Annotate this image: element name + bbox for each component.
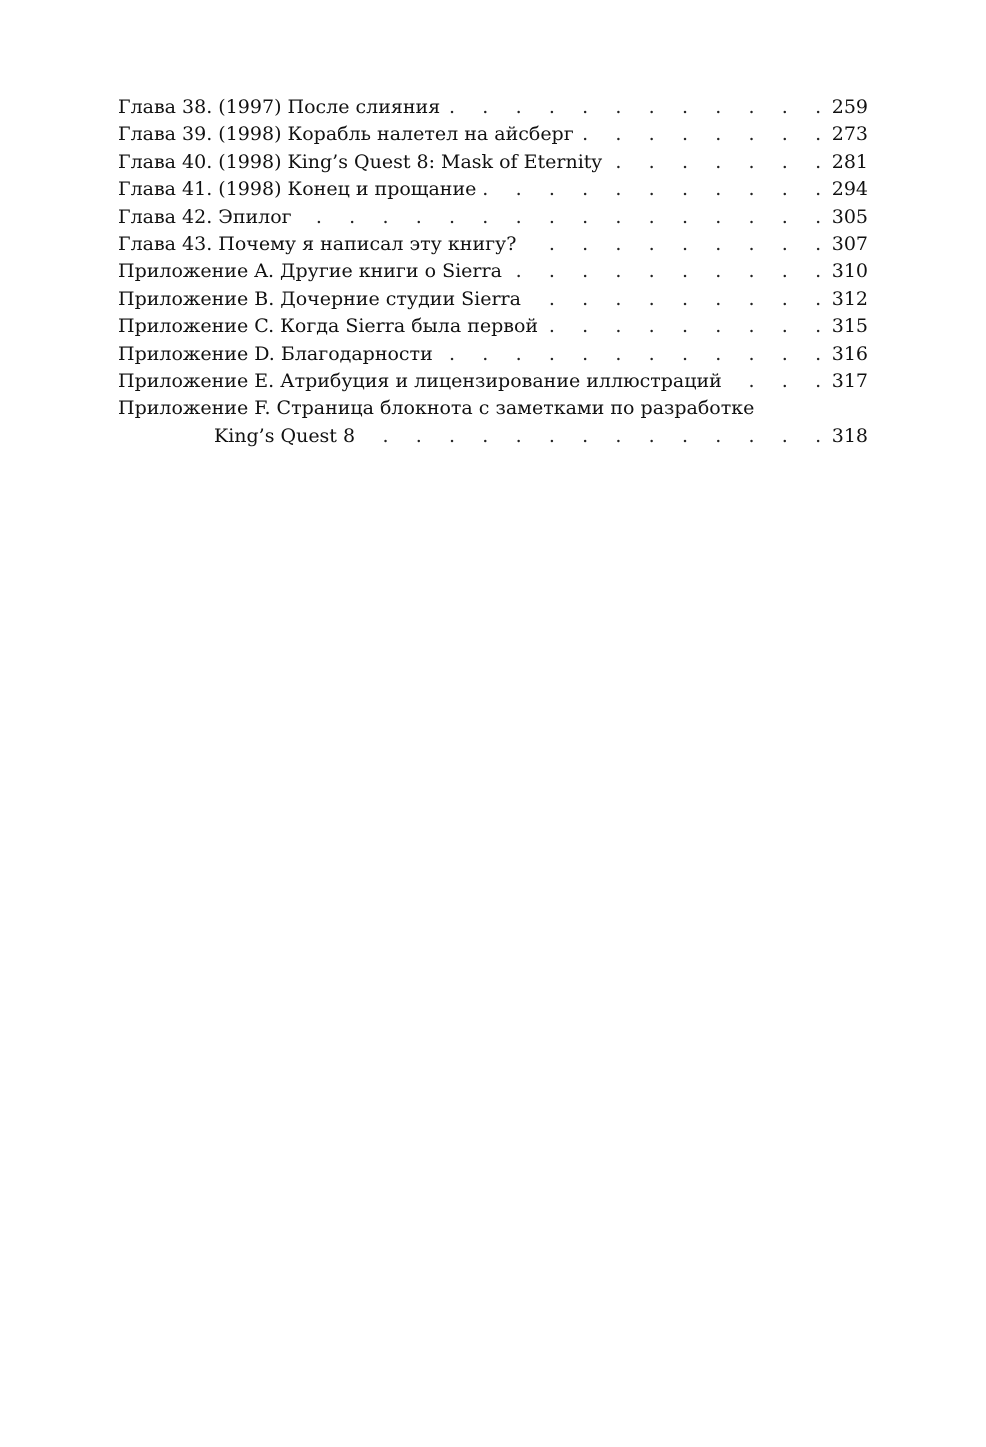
toc-dot-leader	[441, 341, 832, 368]
toc-entry	[118, 313, 868, 340]
toc-entry-title: Приложение C. Когда Sierra была первой	[118, 315, 539, 338]
toc-entry-title: Глава 38. (1997) После слияния	[118, 96, 441, 118]
toc-entry-title: Глава 39. (1998) Корабль налетел на айсберг	[118, 123, 574, 146]
toc-dot-leader	[300, 204, 832, 231]
toc-dot-leader	[524, 231, 831, 258]
toc-entry-title: Глава 42. Эпилог	[118, 205, 292, 228]
toc-entry-title: Глава 41. (1998) Конец и прощание	[118, 178, 477, 201]
toc-entry	[118, 368, 868, 395]
toc-dot-leader	[546, 313, 832, 340]
toc-entry-title: Приложение E. Атрибуция и лицензирование иллюстраций	[118, 369, 722, 392]
toc-entry	[118, 149, 868, 176]
toc-entry-page: 312	[831, 287, 868, 310]
toc-entry-page: 259	[831, 96, 868, 118]
toc-entry	[118, 176, 868, 203]
toc-entry-title-line1: Приложение F. Страница блокнота с заметками по разработке	[118, 397, 755, 420]
toc-dot-leader	[484, 176, 831, 203]
toc-entry-page: 273	[831, 123, 868, 146]
toc-dot-leader	[529, 286, 832, 313]
toc-dot-leader	[448, 94, 832, 121]
toc-entry	[118, 204, 868, 231]
toc-entry	[118, 286, 868, 313]
toc-entry	[118, 341, 868, 368]
table-of-contents	[118, 94, 868, 450]
toc-entry-page: 294	[831, 178, 868, 201]
toc-dot-leader	[730, 368, 832, 395]
toc-entry-page: 310	[831, 260, 868, 283]
toc-entry-page: 316	[831, 342, 868, 365]
toc-entry-continuation	[118, 423, 868, 450]
toc-entry	[118, 231, 868, 258]
toc-entry-title: Приложение B. Дочерние студии Sierra	[118, 287, 521, 310]
toc-dot-leader	[610, 149, 832, 176]
toc-entry	[118, 94, 868, 121]
toc-entry-page: 305	[831, 205, 868, 228]
toc-dot-leader	[510, 258, 832, 285]
toc-entry-page: 307	[831, 232, 868, 255]
toc-entry-title: Глава 40. (1998) King’s Quest 8: Mask of Eternity	[118, 150, 603, 173]
toc-entry-title-line2: King’s Quest 8	[214, 424, 356, 447]
toc-entry-page: 317	[831, 369, 868, 392]
toc-entry-title: Глава 43. Почему я написал эту книгу?	[118, 232, 517, 255]
toc-entry-title: Приложение D. Благодарности	[118, 342, 433, 365]
toc-entry-page: 281	[831, 150, 868, 173]
toc-entry-page: 315	[831, 315, 868, 338]
toc-entry	[118, 121, 868, 148]
toc-dot-leader	[582, 121, 832, 148]
toc-entry-page: 318	[831, 424, 868, 447]
toc-entry-title: Приложение A. Другие книги о Sierra	[118, 260, 502, 283]
toc-entry	[118, 258, 868, 285]
toc-dot-leader	[363, 423, 832, 450]
